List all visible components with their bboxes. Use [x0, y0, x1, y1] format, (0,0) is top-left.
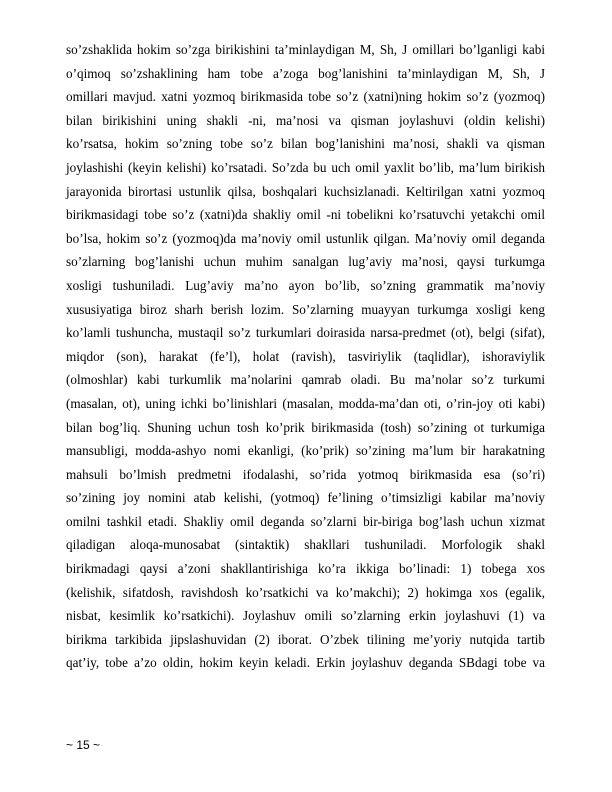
- text-line: bilan birikishini uning shakli -ni, ma’nosi va qisman joylashuvi (oldin kelishi): [66, 112, 545, 128]
- text-line: birikma tarkibida jipslashuvidan (2) iborat. O’zbek tilining me’yoriy nutqida tartib: [66, 631, 545, 647]
- text-line: ko’lamli tushuncha, mustaqil so’z turkumlari doirasida narsa-predmet (ot), belgi (sifat),: [66, 325, 545, 341]
- text-line: jarayonida birortasi ustunlik qilsa, boshqalari kuchsizlanadi. Keltirilgan xatni yozmoq: [66, 183, 545, 199]
- text-line: bo’lsa, hokim so’z (yozmoq)da ma’noviy omil ustunlik qilgan. Ma’noviy omil deganda: [66, 230, 545, 246]
- text-line: bilan bog’liq. Shuning uchun tosh ko’prik birikmasida (tosh) so’zining ot turkumiga: [66, 419, 545, 435]
- text-line: joylashishi (keyin kelishi) ko’rsatadi. So’zda bu uch omil yaxlit bo’lib, ma’lum birikish: [66, 159, 545, 175]
- text-line: (masalan, ot), uning ichki bo’linishlari (masalan, modda-ma’dan oti, o’rin-joy oti kabi): [66, 395, 545, 411]
- body-paragraph: [66, 38, 545, 675]
- text-line: (kelishik, sifatdosh, ravishdosh ko’rsatkichi va ko’makchi); 2) hokimga xos (egalik,: [66, 584, 545, 600]
- text-line: nisbat, kesimlik ko’rsatkichi). Joylashuv omili so’zlarning erkin joylashuvi (1) va: [66, 608, 545, 624]
- text-line: omillari mavjud. xatni yozmoq birikmasida tobe so’z (xatni)ning hokim so’z (yozmoq): [66, 89, 545, 105]
- text-line: mahsuli bo’lmish predmetni ifodalashi, so’rida yotmoq birikmasida esa (so’ri): [66, 466, 545, 482]
- page-number: ~ 15 ~: [66, 738, 101, 752]
- text-line: miqdor (son), harakat (fe’l), holat (ravish), tasviriylik (taqlidlar), ishoraviylik: [66, 348, 545, 364]
- text-line: omilni tashkil etadi. Shakliy omil deganda so’zlarni bir-biriga bog’lash uchun xizmat: [66, 513, 545, 529]
- text-line: qat’iy, tobe a’zo oldin, hokim keyin keladi. Erkin joylashuv deganda SBdagi tobe va: [66, 655, 545, 671]
- text-line: so’zining joy nomini atab kelishi, (yotmoq) fe’lining o’timsizligi kabilar ma’noviy: [66, 490, 545, 506]
- text-line: xususiyatiga biroz sharh berish lozim. So’zlarning muayyan turkumga xosligi keng: [66, 301, 545, 317]
- text-line: xosligi tushuniladi. Lug’aviy ma’no ayon bo’lib, so’zning grammatik ma’noviy: [66, 277, 545, 293]
- text-line: birikmasidagi tobe so’z (xatni)da shakliy omil -ni tobelikni ko’rsatuvchi yetakchi omil: [66, 207, 545, 223]
- text-line: birikmadagi qaysi a’zoni shakllantirishiga ko’ra ikkiga bo’linadi: 1) tobega xos: [66, 561, 545, 577]
- text-line: ko’rsatsa, hokim so’zning tobe so’z bilan bog’lanishini ma’nosi, shakli va qisman: [66, 136, 545, 152]
- text-line: o’qimoq so’zshaklining ham tobe a’zoga bog’lanishini ta’minlaydigan M, Sh, J: [66, 65, 545, 81]
- text-line: mansubligi, modda-ashyo nomi ekanligi, (ko’prik) so’zining ma’lum bir harakatning: [66, 443, 545, 459]
- text-line: so’zlarning bog’lanishi uchun muhim sanalgan lug’aviy ma’nosi, qaysi turkumga: [66, 254, 545, 270]
- text-line: so’zshaklida hokim so’zga birikishini ta’minlaydigan M, Sh, J omillari bo’lganligi kabi: [66, 42, 545, 57]
- text-line: (olmoshlar) kabi turkumlik ma’nolarini qamrab oladi. Bu ma’nolar so’z turkumi: [66, 372, 545, 388]
- text-line: qiladigan aloqa-munosabat (sintaktik) shakllari tushuniladi. Morfologik shakl: [66, 537, 545, 553]
